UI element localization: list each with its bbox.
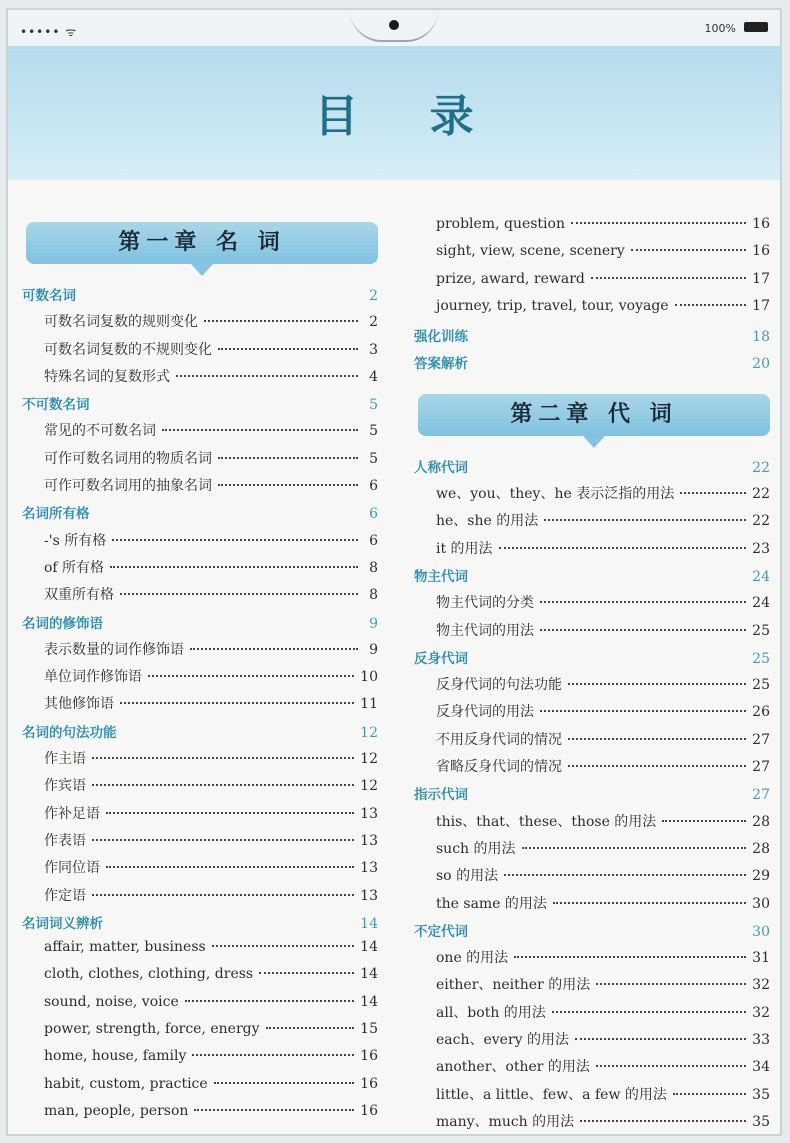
dot-leader <box>540 710 746 712</box>
page-number: 12 <box>360 778 378 795</box>
dot-leader <box>176 375 358 377</box>
page-number: 5 <box>369 423 378 440</box>
section-title: 答案解析 <box>414 356 468 373</box>
toc-section-row[interactable] <box>414 920 770 947</box>
dot-leader <box>514 956 746 958</box>
page-number: 22 <box>752 459 770 476</box>
page-number: 6 <box>369 506 378 523</box>
section-title: 名词所有格 <box>22 506 90 523</box>
toc-section-row[interactable] <box>414 325 770 352</box>
dot-leader <box>259 972 354 974</box>
battery-percent: 100% <box>704 22 736 35</box>
dot-leader <box>92 839 354 841</box>
entry-title: journey, trip, travel, tour, voyage <box>436 297 669 314</box>
page-number: 27 <box>752 787 770 804</box>
page-number: 15 <box>360 1021 378 1038</box>
toc-entry-row[interactable] <box>414 1084 770 1111</box>
toc-list <box>414 456 770 1136</box>
entry-title: 作表语 <box>44 832 86 849</box>
page-number: 23 <box>752 540 770 557</box>
dot-leader <box>631 249 746 251</box>
toc-entry-row[interactable] <box>414 1056 770 1083</box>
page-number: 11 <box>360 696 378 713</box>
toc-section-row[interactable] <box>414 783 770 810</box>
entry-title: it 的用法 <box>436 540 493 557</box>
toc-entry-row[interactable] <box>22 748 378 775</box>
toc-entry-row[interactable] <box>414 483 770 510</box>
entry-title: either、neither 的用法 <box>436 977 591 994</box>
page-number: 2 <box>369 288 378 304</box>
section-title: 强化训练 <box>414 329 468 346</box>
entry-title: affair, matter, business <box>44 939 206 956</box>
page-title: 目 录 <box>314 91 502 142</box>
section-title: 不定代词 <box>414 923 468 940</box>
entry-title: 常见的不可数名词 <box>44 423 156 440</box>
entry-title: another、other 的用法 <box>436 1059 590 1076</box>
status-bar <box>8 10 780 47</box>
dot-leader <box>190 648 358 650</box>
entry-title: 反身代词的句法功能 <box>436 677 562 694</box>
page-number: 9 <box>369 641 378 658</box>
toc-left-column <box>22 216 378 1130</box>
dot-leader <box>591 277 746 279</box>
dot-leader <box>571 222 746 224</box>
camera-icon <box>389 20 399 30</box>
entry-title: many、much 的用法 <box>436 1113 575 1130</box>
dot-leader <box>540 629 746 631</box>
page-number: 17 <box>752 270 770 287</box>
toc-entry-row[interactable] <box>22 1103 378 1130</box>
toc-entry-row[interactable] <box>414 271 770 298</box>
dot-leader <box>544 519 746 521</box>
page-number: 34 <box>752 1059 770 1076</box>
entry-title: home, house, family <box>44 1048 187 1065</box>
toc-entry-row[interactable] <box>22 639 378 666</box>
dot-leader <box>596 983 746 985</box>
toc-entry-row[interactable] <box>414 947 770 974</box>
toc-entry-row[interactable] <box>22 803 378 830</box>
entry-title: cloth, clothes, clothing, dress <box>44 966 254 983</box>
toc-entry-row[interactable] <box>414 729 770 756</box>
page-number: 16 <box>360 1075 378 1092</box>
section-title: 不可数名词 <box>22 397 90 414</box>
dot-leader <box>540 601 746 603</box>
dot-leader <box>662 820 746 822</box>
dot-leader <box>568 738 746 740</box>
toc-entry-row[interactable] <box>22 857 378 884</box>
section-title: 名词的修饰语 <box>22 615 103 632</box>
entry-title: 省略反身代词的情况 <box>436 759 562 776</box>
entry-title: 特殊名词的复数形式 <box>44 368 170 385</box>
page-number: 9 <box>369 615 378 632</box>
dot-leader <box>148 675 354 677</box>
entry-title: 不用反身代词的情况 <box>436 731 562 748</box>
toc-entry-row[interactable] <box>414 592 770 619</box>
entry-title: he、she 的用法 <box>436 513 539 530</box>
toc-entry-row[interactable] <box>22 530 378 557</box>
battery-icon <box>744 22 768 32</box>
toc-section-row[interactable] <box>22 502 378 529</box>
dot-leader <box>214 1082 354 1084</box>
toc-entry-row[interactable] <box>22 366 378 393</box>
page-number: 32 <box>752 1004 770 1021</box>
dot-leader <box>680 492 746 494</box>
toc-entry-row[interactable] <box>22 475 378 502</box>
toc-list <box>22 284 378 1130</box>
toc-entry-row[interactable] <box>22 994 378 1021</box>
dot-leader <box>218 484 358 486</box>
dot-leader <box>522 847 747 849</box>
page-number: 16 <box>752 216 770 232</box>
entry-title: such 的用法 <box>436 840 516 857</box>
entry-title: 作补足语 <box>44 805 100 822</box>
entry-title: each、every 的用法 <box>436 1032 570 1049</box>
toc-entry-row[interactable] <box>414 298 770 325</box>
page-number: 14 <box>360 939 378 956</box>
toc-entry-row[interactable] <box>22 420 378 447</box>
dot-leader <box>92 757 354 759</box>
toc-section-row[interactable] <box>22 912 378 939</box>
section-title: 名词的句法功能 <box>22 724 117 741</box>
page-number: 29 <box>752 868 770 885</box>
dot-leader <box>185 1000 354 1002</box>
page-number: 16 <box>752 243 770 260</box>
dot-leader <box>212 945 354 947</box>
section-title: 名词词义辨析 <box>22 915 103 932</box>
toc-section-row[interactable] <box>414 456 770 483</box>
toc-entry-row[interactable] <box>22 693 378 720</box>
entry-title: the same 的用法 <box>436 895 547 912</box>
chapter-banner: 第一章 名 词 <box>26 222 378 264</box>
page-number: 13 <box>360 805 378 822</box>
entry-title: sight, view, scene, scenery <box>436 243 625 260</box>
chapter-banner: 第二章 代 词 <box>418 394 770 436</box>
entry-title: 物主代词的用法 <box>436 622 534 639</box>
toc-entry-row[interactable] <box>22 830 378 857</box>
dot-leader <box>112 539 358 541</box>
toc-entry-row[interactable] <box>414 1029 770 1056</box>
dot-leader <box>92 784 354 786</box>
entry-title: we、you、they、he 表示泛指的用法 <box>436 486 675 503</box>
toc-entry-row[interactable] <box>22 666 378 693</box>
dot-leader <box>504 874 746 876</box>
toc-entry-row[interactable] <box>414 538 770 565</box>
section-title: 反身代词 <box>414 650 468 667</box>
toc-entry-row[interactable] <box>22 966 378 993</box>
page-number: 32 <box>752 977 770 994</box>
page-number: 17 <box>752 297 770 314</box>
toc-entry-row[interactable] <box>414 1002 770 1029</box>
section-title: 物主代词 <box>414 568 468 585</box>
toc-entry-row[interactable] <box>414 893 770 920</box>
toc-list <box>414 216 770 380</box>
tablet-screen <box>6 8 782 1136</box>
page-number: 5 <box>369 397 378 414</box>
battery-fill <box>745 23 767 31</box>
dot-leader <box>499 547 747 549</box>
page-number: 16 <box>360 1048 378 1065</box>
page-number: 18 <box>752 329 770 346</box>
entry-title: 其他修饰语 <box>44 696 114 713</box>
page-number: 28 <box>752 813 770 830</box>
entry-title: 双重所有格 <box>44 587 114 604</box>
dot-leader <box>218 348 358 350</box>
dot-leader <box>194 1109 354 1111</box>
toc-entry-row[interactable] <box>22 1021 378 1048</box>
toc-entry-row[interactable] <box>414 974 770 1001</box>
signal-icon: ••••• ᯤ <box>20 25 78 39</box>
toc-entry-row[interactable] <box>22 939 378 966</box>
page-number: 6 <box>369 532 378 549</box>
toc-entry-row[interactable] <box>22 584 378 611</box>
page-number: 6 <box>369 478 378 495</box>
toc-entry-row[interactable] <box>22 1048 378 1075</box>
dot-leader <box>568 683 746 685</box>
page-number: 10 <box>360 669 378 686</box>
page-number: 27 <box>752 759 770 776</box>
entry-title: 表示数量的词作修饰语 <box>44 641 184 658</box>
page-number: 8 <box>369 559 378 576</box>
toc-section-row[interactable] <box>414 352 770 379</box>
dot-leader <box>218 457 358 459</box>
toc-entry-row[interactable] <box>22 885 378 912</box>
entry-title: 可作可数名词用的抽象名词 <box>44 478 212 495</box>
entry-title: 作主语 <box>44 751 86 768</box>
section-title: 指示代词 <box>414 787 468 804</box>
page-number: 20 <box>752 356 770 373</box>
dot-leader <box>204 320 358 322</box>
toc-section-row[interactable] <box>22 393 378 420</box>
page-number: 27 <box>752 731 770 748</box>
dot-leader <box>575 1038 746 1040</box>
page-number: 14 <box>360 966 378 983</box>
page-number: 8 <box>369 587 378 604</box>
page-number: 24 <box>752 568 770 585</box>
entry-title: 物主代词的分类 <box>436 595 534 612</box>
toc-section-row[interactable] <box>22 284 378 311</box>
page-number: 25 <box>752 650 770 667</box>
page-number: 35 <box>752 1113 770 1130</box>
dot-leader <box>110 566 358 568</box>
entry-title: 可数名词复数的不规则变化 <box>44 341 212 358</box>
dot-leader <box>120 593 358 595</box>
page-number: 4 <box>369 368 378 385</box>
toc-section-row[interactable] <box>22 612 378 639</box>
entry-title: prize, award, reward <box>436 270 585 287</box>
page-number: 25 <box>752 677 770 694</box>
entry-title: habit, custom, practice <box>44 1075 208 1092</box>
dot-leader <box>106 812 354 814</box>
entry-title: this、that、these、those 的用法 <box>436 813 657 830</box>
dot-leader <box>120 702 354 704</box>
dot-leader <box>162 429 358 431</box>
toc-section-row[interactable] <box>414 565 770 592</box>
dot-leader <box>568 765 746 767</box>
toc-section-row[interactable] <box>22 721 378 748</box>
dot-leader <box>553 902 746 904</box>
toc-entry-row[interactable] <box>22 448 378 475</box>
page-number: 22 <box>752 486 770 503</box>
page-number: 33 <box>752 1032 770 1049</box>
page-number: 12 <box>360 724 378 741</box>
entry-title: -'s 所有格 <box>44 532 107 549</box>
page-number: 12 <box>360 751 378 768</box>
page-number: 16 <box>360 1102 378 1119</box>
page-number: 22 <box>752 513 770 530</box>
entry-title: 作宾语 <box>44 778 86 795</box>
toc-entry-row[interactable] <box>414 865 770 892</box>
dot-leader <box>192 1054 354 1056</box>
toc-entry-row[interactable] <box>414 1111 770 1136</box>
dot-leader <box>596 1065 746 1067</box>
page-number: 31 <box>752 950 770 967</box>
entry-title: all、both 的用法 <box>436 1004 546 1021</box>
toc-entry-row[interactable] <box>414 701 770 728</box>
dot-leader <box>266 1027 355 1029</box>
page-number: 35 <box>752 1086 770 1103</box>
entry-title: man, people, person <box>44 1102 189 1119</box>
entry-title: problem, question <box>436 216 565 232</box>
toc-entry-row[interactable] <box>414 216 770 243</box>
toc-entry-row[interactable] <box>414 674 770 701</box>
toc-right-column <box>414 216 770 1136</box>
toc-entry-row[interactable] <box>414 243 770 270</box>
dot-leader <box>675 304 747 306</box>
page-number: 2 <box>369 314 378 331</box>
toc-entry-row[interactable] <box>414 756 770 783</box>
page-number: 13 <box>360 860 378 877</box>
entry-title: sound, noise, voice <box>44 993 179 1010</box>
entry-title: 作定语 <box>44 887 86 904</box>
page-number: 3 <box>369 341 378 358</box>
page-number: 28 <box>752 840 770 857</box>
toc-entry-row[interactable] <box>22 775 378 802</box>
toc-entry-row[interactable] <box>414 811 770 838</box>
page-number: 13 <box>360 887 378 904</box>
dot-leader <box>106 866 354 868</box>
page-number: 26 <box>752 704 770 721</box>
entry-title: one 的用法 <box>436 950 509 967</box>
page-number: 30 <box>752 923 770 940</box>
page-number: 25 <box>752 622 770 639</box>
dot-leader <box>92 894 354 896</box>
page-number: 14 <box>360 993 378 1010</box>
dot-leader <box>580 1120 746 1122</box>
section-title: 人称代词 <box>414 459 468 476</box>
entry-title: 单位词作修饰语 <box>44 669 142 686</box>
toc-entry-row[interactable] <box>414 838 770 865</box>
page-number: 30 <box>752 895 770 912</box>
toc-entry-row[interactable] <box>22 311 378 338</box>
toc-entry-row[interactable] <box>22 1076 378 1103</box>
page-number: 13 <box>360 832 378 849</box>
entry-title: power, strength, force, energy <box>44 1021 260 1038</box>
page-number: 5 <box>369 450 378 467</box>
entry-title: 可作可数名词用的物质名词 <box>44 450 212 467</box>
entry-title: of 所有格 <box>44 559 105 576</box>
section-title: 可数名词 <box>22 288 76 304</box>
entry-title: 可数名词复数的规则变化 <box>44 314 198 331</box>
toc-entry-row[interactable] <box>22 557 378 584</box>
page-number: 14 <box>360 915 378 932</box>
toc-entry-row[interactable] <box>414 510 770 537</box>
entry-title: 作同位语 <box>44 860 100 877</box>
dot-leader <box>552 1011 746 1013</box>
page-number: 24 <box>752 595 770 612</box>
entry-title: so 的用法 <box>436 868 499 885</box>
entry-title: 反身代词的用法 <box>436 704 534 721</box>
dot-leader <box>673 1093 746 1095</box>
toc-section-row[interactable] <box>414 647 770 674</box>
toc-entry-row[interactable] <box>414 620 770 647</box>
toc-entry-row[interactable] <box>22 339 378 366</box>
entry-title: little、a little、few、a few 的用法 <box>436 1086 667 1103</box>
